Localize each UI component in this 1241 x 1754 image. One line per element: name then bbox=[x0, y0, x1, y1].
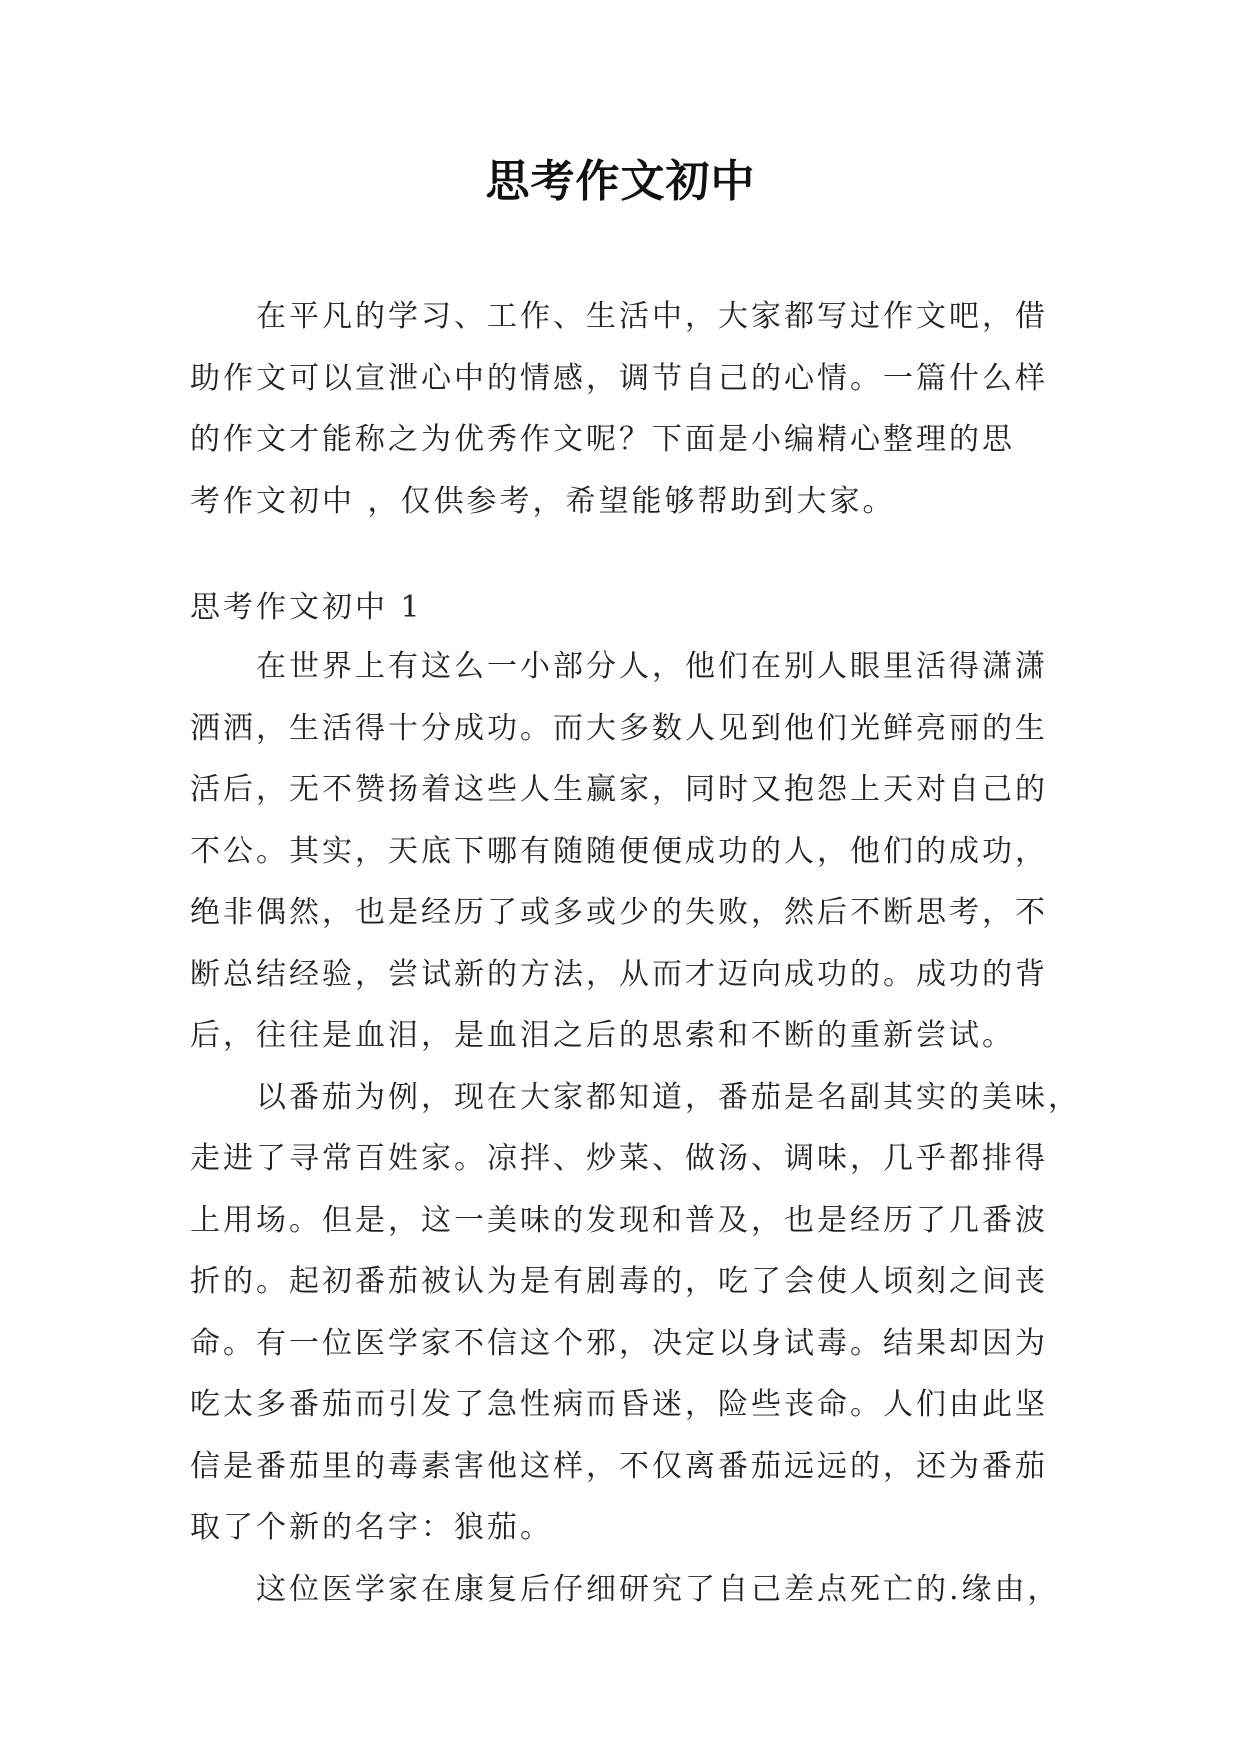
paragraph-line: 信是番茄里的毒素害他这样，不仅离番茄远远的，还为番茄 bbox=[190, 1448, 1048, 1484]
body-paragraph bbox=[190, 1559, 1061, 1621]
paragraph-line: 断总结经验，尝试新的方法，从而才迈向成功的。成功的背 bbox=[190, 956, 1048, 992]
section-heading: 思考作文初中 1 bbox=[190, 590, 423, 625]
paragraph-line: 折的。起初番茄被认为是有剧毒的，吃了会使人顷刻之间丧 bbox=[190, 1264, 1048, 1299]
body-paragraph bbox=[190, 1067, 1081, 1559]
paragraph-line: 洒洒，生活得十分成功。而大多数人见到他们光鲜亮丽的生 bbox=[190, 710, 1048, 746]
intro-paragraph bbox=[190, 286, 1052, 532]
body-paragraph bbox=[190, 636, 1052, 1067]
intro-line: 在平凡的学习、工作、生活中，大家都写过作文吧，借 bbox=[256, 299, 1048, 334]
paragraph-line: 绝非偶然，也是经历了或多或少的失败，然后不断思考，不 bbox=[190, 895, 1048, 930]
paragraph-line: 活后，无不赞扬着这些人生赢家，同时又抱怨上天对自己的 bbox=[190, 772, 1048, 807]
paragraph-line: 吃太多番茄而引发了急性病而昏迷，险些丧命。人们由此坚 bbox=[190, 1387, 1048, 1422]
intro-line: 助作文可以宣泄心中的情感，调节自己的心情。一篇什么样 bbox=[190, 360, 1048, 396]
paragraph-line: 上用场。但是，这一美味的发现和普及，也是经历了几番波 bbox=[190, 1202, 1048, 1238]
paragraph-line: 在世界上有这么一小部分人，他们在别人眼里活得潇潇 bbox=[256, 649, 1048, 684]
paragraph-line: 不公。其实，天底下哪有随随便便成功的人，他们的成功， bbox=[190, 833, 1048, 869]
paragraph-line: 取了个新的名字：狼茄。 bbox=[190, 1510, 553, 1545]
paragraph-line: 这位医学家在康复后仔细研究了自己差点死亡的.缘由， bbox=[256, 1571, 1061, 1607]
paragraph-line: 以番茄为例，现在大家都知道，番茄是名副其实的美味， bbox=[256, 1079, 1081, 1115]
essay-section bbox=[190, 580, 1081, 1620]
document-title: 思考作文初中 bbox=[485, 156, 756, 207]
paragraph-line: 走进了寻常百姓家。凉拌、炒菜、做汤、调味，几乎都排得 bbox=[190, 1141, 1048, 1176]
intro-line: 考作文初中 ，仅供参考，希望能够帮助到大家。 bbox=[190, 483, 896, 519]
intro-line: 的作文才能称之为优秀作文呢？下面是小编精心整理的思 bbox=[190, 422, 1015, 457]
paragraph-line: 后，往往是血泪，是血泪之后的思索和不断的重新尝试。 bbox=[190, 1018, 1015, 1053]
paragraph-line: 命。有一位医学家不信这个邪，决定以身试毒。结果却因为 bbox=[190, 1325, 1048, 1361]
